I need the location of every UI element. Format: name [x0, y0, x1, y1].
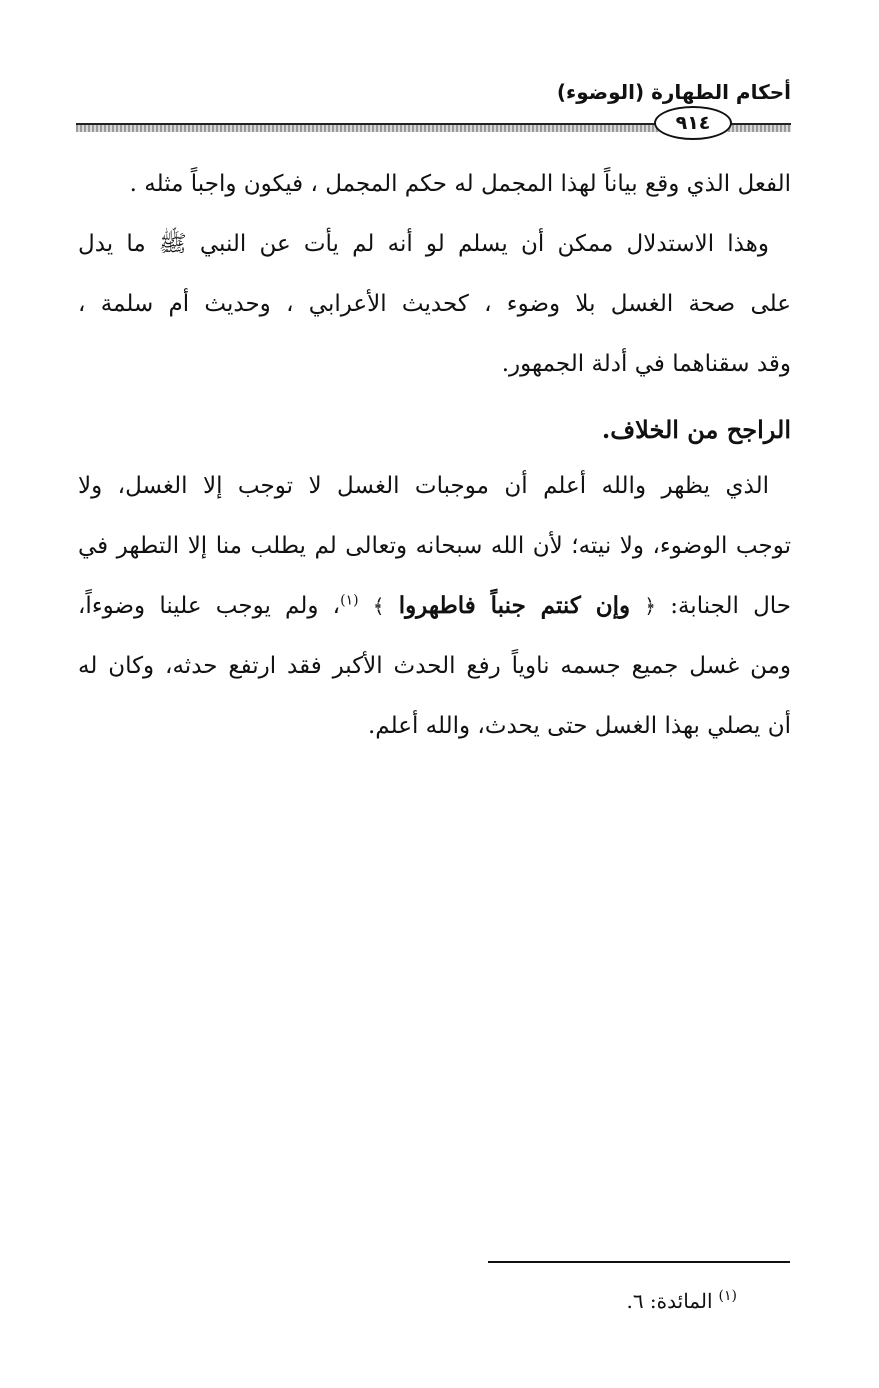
- footnote-number: (١): [718, 1288, 737, 1305]
- quran-verse: وإن كنتم جنباً فاطهروا: [398, 592, 631, 619]
- footnote-separator: [488, 1261, 790, 1263]
- paragraph-line: على صحة الغسل بلا وضوء ، كحديث الأعرابي ، وحديث أم سلمة ،: [78, 291, 791, 317]
- footnote-reference: (١): [340, 592, 359, 609]
- paragraph-2: [78, 214, 791, 394]
- verse-lead-text: حال الجنابة:: [670, 593, 792, 619]
- footnote: [626, 1286, 737, 1316]
- page-number: ٩١٤: [654, 106, 732, 140]
- paragraph-line: الفعل الذي وقع بياناً لهذا المجمل له حكم المجمل ، فيكون واجباً مثله .: [129, 171, 791, 197]
- paragraph-line: ومن غسل جميع جسمه ناوياً رفع الحدث الأكبر فقد ارتفع حدثه، وكان له: [78, 653, 791, 679]
- quran-close-bracket: ﴾: [372, 594, 385, 618]
- paragraph-line: أن يصلي بهذا الغسل حتى يحدث، والله أعلم.: [367, 713, 791, 739]
- paragraph-1: [78, 154, 791, 214]
- verse-line: [78, 576, 791, 636]
- paragraph-line: وهذا الاستدلال ممكن أن يسلم لو أنه لم يأت عن النبي ﷺ ما يدل: [78, 231, 769, 257]
- running-title: أحكام الطهارة (الوضوء): [556, 80, 791, 104]
- paragraph-line: الذي يظهر والله أعلم أن موجبات الغسل لا توجب إلا الغسل، ولا: [78, 473, 769, 499]
- paragraph-line: وقد سقناهما في أدلة الجمهور.: [501, 351, 791, 377]
- section-heading: الراجح من الخلاف.: [601, 415, 791, 444]
- section-body: [78, 456, 791, 756]
- verse-trailing-text: ، ولم يوجب علينا وضوءاً،: [78, 593, 341, 619]
- footnote-text: المائدة: ٦.: [626, 1289, 713, 1313]
- paragraph-line: توجب الوضوء، ولا نيته؛ لأن الله سبحانه وتعالى لم يطلب منا إلا التطهر في: [78, 533, 791, 559]
- quran-open-bracket: ﴿: [644, 594, 657, 618]
